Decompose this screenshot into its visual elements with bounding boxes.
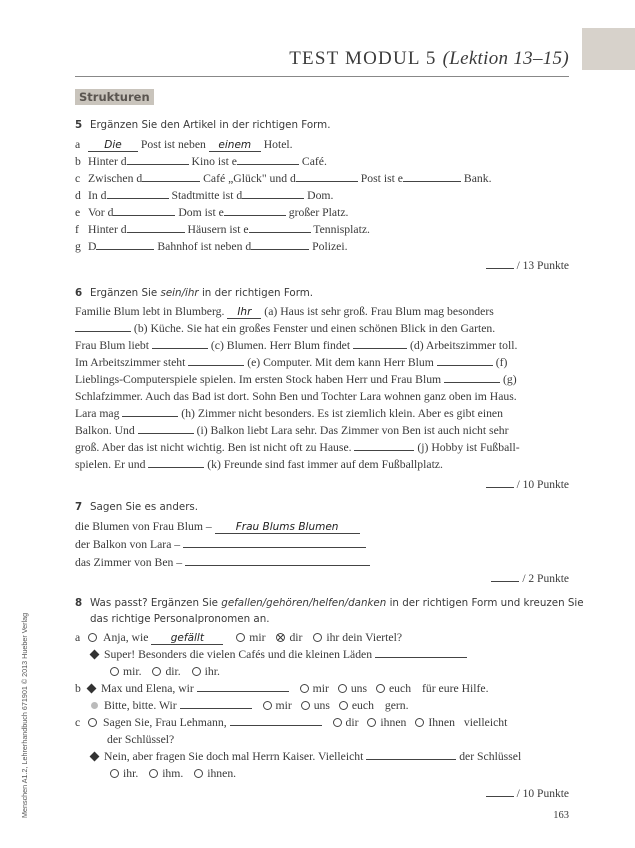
- blank[interactable]: [296, 172, 358, 182]
- blank[interactable]: [75, 322, 131, 332]
- blank[interactable]: [237, 155, 299, 165]
- task-8-a-options: mir. dir. ihr.: [110, 665, 220, 679]
- blank[interactable]: [249, 223, 311, 233]
- option[interactable]: [376, 684, 385, 693]
- corner-tab: [582, 28, 635, 70]
- option[interactable]: [149, 769, 158, 778]
- task-8-c-cont: der Schlüssel?: [107, 733, 175, 746]
- blank[interactable]: [403, 172, 461, 182]
- option[interactable]: [415, 718, 424, 727]
- header-rule: [75, 76, 569, 77]
- task-8-c-options: ihr. ihm. ihnen.: [110, 767, 236, 781]
- task-7-line-2: der Balkon von Lara –: [75, 538, 366, 552]
- option[interactable]: [339, 701, 348, 710]
- option[interactable]: [333, 718, 342, 727]
- blank[interactable]: [366, 750, 456, 760]
- blank[interactable]: [180, 699, 252, 709]
- blank[interactable]: [107, 189, 169, 199]
- blank[interactable]: [96, 240, 154, 250]
- task-5-points: / 13 Punkte: [486, 259, 569, 272]
- blank[interactable]: [122, 407, 178, 417]
- blank[interactable]: [197, 682, 289, 692]
- task-6-points: / 10 Punkte: [486, 478, 569, 491]
- option-mir[interactable]: [236, 633, 245, 642]
- section-badge: Strukturen: [75, 89, 154, 105]
- task-5-b: b Hinter d Kino ist e Café.: [75, 155, 327, 168]
- task-8-c: c Sagen Sie, Frau Lehmann, dir ihnen Ihnen vielleicht: [75, 716, 508, 729]
- blank[interactable]: [188, 356, 244, 366]
- blank[interactable]: [148, 458, 204, 468]
- task-5-f: f Hinter d Häusern ist e Tennisplatz.: [75, 223, 370, 236]
- task-7-line-3: das Zimmer von Ben –: [75, 556, 370, 570]
- task-7-points: / 2 Punkte: [491, 572, 569, 585]
- blank[interactable]: [185, 556, 370, 566]
- task-8-b-reply: Bitte, bitte. Wir mir uns euch gern.: [91, 699, 409, 713]
- task-8-instruction: 8 Was passt? Ergänzen Sie gefallen/gehören/helfen/danken in der richtigen Form und kreuzen Sie: [75, 597, 584, 609]
- task-6-text: Familie Blum lebt in Blumberg. Ihr (a) Haus ist sehr groß. Frau Blum mag besonders (b) Küche. Sie hat ein großes Fenster und einen schönen Blick in den Garten. Frau Blum liebt (c) Blumen. Herr Blum findet (d) Arbeitszimmer toll. Im Arbeitszimmer steht (e) Computer. Mit dem kann Herr Blum (f) Lieblings-Computerspiele spielen. Im ersten Stock haben Herr und Frau Blum (g) Schlafzimmer. Auch das Bad ist dort. Sohn Ben und Tochter Lara wohnen ganz oben im Haus. Lara mag (h) Zimmer nicht besonders. Es ist ziemlich klein. Aber es gibt einen Balkon. Und (i) Balkon liebt Lara sehr. Das Zimmer von Ben ist auch nicht sehr groß. Aber das ist nicht wichtig. Ben ist nicht oft zu Hause. (j) Hobby ist Fußball- spielen. Er und (k) Freunde sind fast immer auf dem Fußballplatz.: [75, 305, 520, 471]
- task-5-instruction: 5 Ergänzen Sie den Artikel in der richtigen Form.: [75, 119, 331, 131]
- blank[interactable]: [152, 339, 208, 349]
- blank[interactable]: [354, 441, 414, 451]
- blank[interactable]: [375, 648, 467, 658]
- task-8-a: a Anja, wie gefällt mir dir ihr dein Viertel?: [75, 631, 403, 644]
- blank[interactable]: [138, 424, 194, 434]
- blank[interactable]: [230, 716, 322, 726]
- blank[interactable]: [113, 206, 175, 216]
- task-5-e: e Vor d Dom ist e großer Platz.: [75, 206, 349, 219]
- blank[interactable]: [353, 339, 407, 349]
- option[interactable]: [367, 718, 376, 727]
- task-8-a-reply: Super! Besonders die vielen Cafés und die kleinen Läden: [91, 648, 467, 662]
- option[interactable]: [194, 769, 203, 778]
- blank[interactable]: [142, 172, 200, 182]
- page-number: 163: [553, 810, 569, 821]
- option[interactable]: [110, 769, 119, 778]
- blank[interactable]: [444, 373, 500, 383]
- option[interactable]: [152, 667, 161, 676]
- option[interactable]: [301, 701, 310, 710]
- task-8-points: / 10 Punkte: [486, 787, 569, 800]
- page-title: TEST MODUL 5 (Lektion 13–15): [289, 48, 569, 69]
- blank[interactable]: [183, 538, 366, 548]
- task-5-d: d In d Stadtmitte ist d Dom.: [75, 189, 334, 202]
- blank[interactable]: [127, 155, 189, 165]
- option[interactable]: [110, 667, 119, 676]
- task-7-line-1: die Blumen von Frau Blum – Frau Blums Blumen: [75, 520, 360, 534]
- blank[interactable]: [127, 223, 185, 233]
- task-5-a: a Die Post ist neben einem Hotel.: [75, 138, 293, 151]
- blank[interactable]: [224, 206, 286, 216]
- blank[interactable]: [437, 356, 493, 366]
- task-5-g: g D Bahnhof ist neben d Polizei.: [75, 240, 348, 253]
- task-5-c: c Zwischen d Café „Glück" und d Post ist e Bank.: [75, 172, 492, 185]
- task-8-b: b Max und Elena, wir mir uns euch für eure Hilfe.: [75, 682, 489, 695]
- option[interactable]: [263, 701, 272, 710]
- option-ihr[interactable]: [313, 633, 322, 642]
- option[interactable]: [338, 684, 347, 693]
- task-8-c-reply: Nein, aber fragen Sie doch mal Herrn Kaiser. Vielleicht der Schlüssel: [91, 750, 521, 764]
- option[interactable]: [192, 667, 201, 676]
- blank[interactable]: [242, 189, 304, 199]
- task-7-instruction: 7 Sagen Sie es anders.: [75, 501, 199, 513]
- copyright-side-text: Menschen A1.2, Lehrerhandbuch 671901 © 2013 Hueber Verlag: [20, 612, 29, 818]
- option[interactable]: [300, 684, 309, 693]
- blank[interactable]: [251, 240, 309, 250]
- task-6-instruction: 6 Ergänzen Sie sein/ihr in der richtigen Form.: [75, 287, 314, 299]
- task-8-instruction-2: das richtige Personalpronomen an.: [90, 613, 270, 625]
- option-dir-checked[interactable]: [276, 633, 285, 642]
